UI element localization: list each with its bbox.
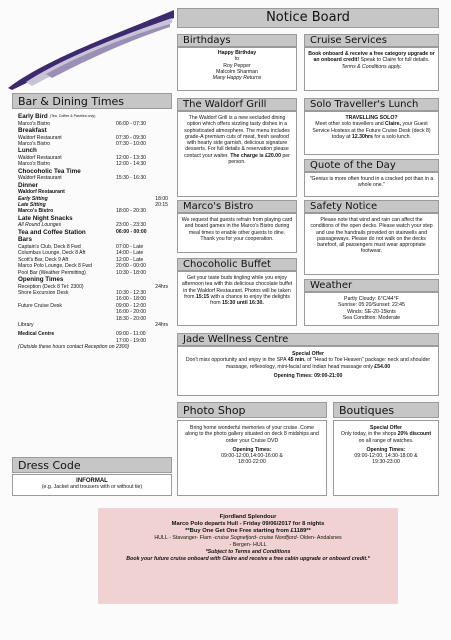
solo-lunch-panel [304, 111, 439, 155]
weather-line: Sunrise: 05:20/Sunset: 22:45 [338, 302, 405, 309]
dress-code-value: INFORMAL [76, 478, 108, 484]
schedule-time: 07:30 - 09:30 [116, 134, 147, 141]
birthday-greeting: Happy Birthday [217, 50, 257, 56]
schedule-heading-label: Lunch [18, 147, 37, 155]
schedule-venue: Captain's Club, Deck 8 Fwd [18, 244, 81, 251]
jade-wellness-opening: Opening Times: 09:00-21:00 [273, 372, 343, 379]
schedule-venue: Medical Centre [18, 331, 55, 338]
schedule-venue: Shore Excursion Desk [18, 289, 69, 296]
promo-cta: Book your future cruise onboard with Claire and receive a free cabin upgrade or onboard credit.* [126, 556, 370, 562]
schedule-time: 06:00 - 00:00 [116, 228, 147, 235]
schedule-time [129, 344, 172, 350]
schedule-venue: Waldorf Restaurant [18, 134, 62, 141]
schedule-heading-label: Tea and Coffee Station [18, 228, 86, 236]
schedule-venue: Waldorf Restaurant [18, 189, 65, 196]
cruise-services-panel [304, 47, 439, 91]
schedule-heading-label: Chocoholic Tea Time [18, 167, 81, 175]
schedule-venue: Marco's Bistro [18, 120, 51, 127]
birthday-name: Roy Pepper [223, 62, 251, 69]
dress-code-header: Dress Code [12, 457, 172, 473]
photo-shop-times: 18:00-22:00 [238, 459, 266, 466]
promo-terms: *Subject to Terms and Conditions [205, 549, 291, 555]
birthday-name: Malcolm Sharman [216, 68, 258, 75]
chocoholic-text2: with a chance to enjoy the delights from [209, 293, 290, 307]
chocoholic-photo-time: 15:15 [195, 293, 210, 300]
promo-title: Fjordland Splendour [219, 514, 277, 520]
cruise-services-header: Cruise Services [304, 34, 439, 47]
schedule-venue: Future Cruise Desk [18, 302, 62, 309]
schedule-time: 23:00 - 23:30 [116, 222, 147, 229]
waldorf-grill-header: The Waldorf Grill [177, 98, 297, 111]
marcos-bistro-panel [177, 213, 297, 253]
schedule-venue: Marco's Bistro [18, 140, 51, 147]
schedule-heading-label: Dinner [18, 181, 38, 189]
waldorf-grill-charge: The charge is £20.00 [230, 152, 281, 159]
schedule-time: 24hrs [155, 321, 168, 328]
schedule-venue: Scott's Bar, Deck 9 Aft [18, 256, 69, 263]
schedule-row [18, 344, 168, 350]
jade-wellness-text: Don't miss opportunity and enjoy in the SPA [185, 357, 288, 364]
chocoholic-text: Get your taste buds tingling while you enjoy afternoon tea with this delicious chocolate buffet in the Waldorf Restaurant. Photos will be taken from [181, 275, 293, 300]
schedule-venue: Marco's Bistro [18, 161, 51, 168]
quote-header: Quote of the Day [304, 159, 439, 172]
schedule-time: 07:30 - 10:00 [116, 140, 147, 147]
schedule-time: 10:30 - 18:00 [116, 269, 147, 276]
cruise-services-offer: Book onboard & receive a free category upgrade or an onboard credit! [308, 51, 435, 64]
boutiques-discount: 20% discount [397, 431, 432, 438]
cruise-line-logo [6, 4, 176, 90]
bar-dining-panel [12, 111, 172, 511]
schedule-time: 17:00 - 19:00 [116, 337, 147, 344]
promo-itinerary-return: - Bergen- HULL [229, 542, 267, 548]
schedule-time: 12:00 - 14:30 [116, 161, 147, 168]
schedule-time: 09:00 - 11:00 [116, 331, 146, 338]
jade-wellness-minutes: 45 min. [287, 357, 306, 364]
schedule-heading [18, 229, 168, 237]
weather-line: Sea Condition: Moderate [342, 314, 401, 321]
solo-lunch-heading: TRAVELLING SOLO? [345, 115, 398, 121]
safety-header: Safety Notice [304, 200, 439, 213]
schedule-heading [18, 113, 168, 121]
schedule-venue: Columbus Lounge, Deck 8 Aft [18, 250, 86, 257]
birthdays-panel [177, 47, 297, 91]
schedule-venue: Pool Bar (Weather Permitting) [18, 269, 86, 276]
chocoholic-time: 15:30 until 16:30. [222, 300, 264, 307]
schedule-venue: Waldorf Restaurant [18, 154, 62, 161]
schedule-time: 18:00 [155, 195, 168, 202]
promo-itinerary [98, 535, 398, 542]
jade-wellness-header: Jade Wellness Centre [177, 333, 439, 346]
waldorf-grill-tail: per person. [228, 152, 290, 166]
jade-wellness-price: £54.00 [374, 363, 391, 370]
safety-text: Please note that wind and rain can affect the conditions of the open decks. Please watch your step and use the handrails provided on stairwells and passageways. Please do not walk on the decks barefoot, all passengers must wear appropriate footwear. [310, 217, 433, 255]
quote-text: "Genius is more often found in a cracked pot than in a whole one." [309, 176, 434, 189]
solo-lunch-text2: your Guest Service Hostess at the Future Cruise Desk (deck 8) today at [312, 121, 431, 140]
schedule-time: 14:00 - Late [116, 250, 144, 257]
marcos-bistro-header: Marco's Bistro [177, 200, 297, 213]
waldorf-grill-panel [177, 111, 297, 197]
schedule-heading [18, 147, 168, 155]
promo-offer: **Buy One Get One Free starting from £1189** [185, 528, 311, 534]
schedule-venue: (Outside these hours contact Reception on 2300) [18, 344, 129, 351]
schedule-time: 18:30 - 20:00 [116, 315, 147, 322]
boutiques-times: 09:00-12:00, 14:30-18:00 & [354, 453, 418, 460]
schedule-time: 09:00 - 12:00 [116, 302, 147, 309]
schedule-heading [18, 127, 168, 135]
schedule-venue: Marco's Bistro [18, 208, 54, 215]
birthday-wishes: Many Happy Returns [212, 75, 262, 82]
photo-shop-times: 09:00-12:00,14:00-16:00 & [221, 453, 283, 460]
schedule-heading-label: Late Night Snacks [18, 214, 73, 222]
solo-lunch-text3: for a solo lunch. [372, 133, 412, 140]
schedule-time: 18:00 - 20:30 [116, 208, 147, 215]
promo-itinerary-end: - Olden- Andalsnes [296, 535, 342, 541]
boutiques-text2: on all range of watches. [358, 437, 414, 444]
promo-departure: Marco Polo departs Hull - Friday 09/06/2017 for 8 nights [171, 521, 325, 527]
boutiques-times: 19:30-23:00 [372, 459, 400, 466]
schedule-venue: Marco Polo Lounge, Deck 8 Fwd [18, 263, 92, 270]
solo-lunch-host: Claire, [385, 121, 401, 128]
jade-wellness-text2: of "Head to Toe Heaven" package: neck and shoulder massage, reflexology, mini-facial and Indian head massage only [225, 357, 431, 370]
jade-wellness-panel [177, 346, 439, 396]
schedule-time: 10:30 - 12:30 [116, 289, 147, 296]
schedule-heading-label: Bars [18, 236, 33, 244]
boutiques-opening-label: Opening Times: [366, 446, 406, 453]
schedule-heading-label: Opening Times [18, 276, 64, 283]
dress-code-note: (e.g. Jacket and trousers with or without tie) [41, 484, 143, 491]
schedule-venue: Library [18, 321, 34, 328]
weather-line: Winds: SE-20-15knts [347, 308, 396, 315]
schedule-time: 20:15 [155, 202, 168, 209]
birthday-to: to [234, 56, 240, 63]
notice-board-header: Notice Board [177, 8, 439, 28]
safety-panel [304, 213, 439, 275]
bar-dining-header: Bar & Dining Times [12, 93, 172, 109]
solo-lunch-text: Meet other solo travellers and [315, 121, 386, 128]
schedule-heading [18, 276, 168, 284]
schedule-heading-label: Early Bird [18, 113, 48, 120]
marcos-bistro-text: We request that guests refrain from playing card and board games in the Marco's Bistro during meal times to enable other guests to dine. Thank you for your cooperation. [181, 217, 293, 242]
solo-lunch-header: Solo Traveller's Lunch [304, 98, 439, 111]
weather-panel [304, 292, 439, 326]
jade-wellness-offer: Special Offer [291, 351, 324, 357]
waldorf-grill-text: The Waldorf Grill is a new secluded dining option which offers sizzling tasty dishes in a sophisticated atmosphere. The menu includes grade-A premium cuts of meat, fresh seafood with hearty side garnish, delicious signature desserts. For full details & reservation please contact your waiter. [184, 115, 290, 159]
schedule-time: 16:00 - 20:00 [116, 309, 147, 316]
schedule-time: 16:00 - 18:00 [116, 296, 147, 303]
schedule-venue: Late Sitting [18, 202, 46, 209]
schedule-heading [18, 236, 168, 244]
schedule-time: 06:00 - 07:30 [116, 120, 147, 127]
promo-itinerary-cruise: -cruise Sognefjord- cruise Nordfjord [213, 535, 297, 541]
weather-header: Weather [304, 279, 439, 292]
boutiques-offer: Special Offer [369, 425, 402, 431]
schedule-venue: Waldorf Restaurant [18, 175, 62, 182]
schedule-note: (Tea, Coffee & Pastries only) [49, 114, 96, 118]
promo-itinerary-start: HULL - Stavanger- Flam [154, 535, 213, 541]
schedule-time: 24hrs [155, 283, 168, 290]
schedule-venue: Reception (Deck 8 Tel: 2300) [18, 283, 84, 290]
birthdays-header: Birthdays [177, 34, 297, 47]
schedule-time: 12:00 - 13:30 [116, 154, 147, 161]
dress-code-panel [12, 474, 172, 496]
schedule-venue: All Round Lounges [18, 222, 62, 229]
photo-shop-opening-label: Opening Times: [232, 446, 272, 453]
weather-line: Partly Cloudy: 6°C/44°F [344, 296, 399, 302]
photo-shop-header: Photo Shop [177, 402, 327, 418]
schedule-time: 07:00 - Late [116, 244, 144, 251]
cruise-services-terms: Terms & Conditions apply. [341, 63, 402, 70]
quote-panel [304, 172, 439, 197]
schedule-heading [18, 182, 168, 190]
chocoholic-panel [177, 271, 297, 326]
schedule-venue: Early Sitting [18, 195, 48, 202]
schedule-heading [18, 215, 168, 223]
photo-shop-panel [177, 420, 327, 496]
boutiques-panel [333, 420, 439, 496]
schedule-heading-label: Breakfast [18, 126, 47, 134]
schedule-time: 12:00 - Late [116, 256, 144, 263]
cruise-services-text: Speak to Claire for full details. [359, 57, 430, 64]
boutiques-header: Boutiques [333, 402, 439, 418]
schedule-time: 15:30 - 16:30 [116, 175, 147, 182]
chocoholic-header: Chocoholic Buffet [177, 258, 297, 271]
boutiques-text: Only today, in the shops [340, 431, 398, 438]
schedule-heading [18, 168, 168, 176]
solo-lunch-time: 12.30hrs [351, 133, 373, 140]
schedule-time: 20:00 - 00:00 [116, 263, 147, 270]
photo-shop-text: Bring home wonderful memories of your cruise. Come along to the photo gallery situated on deck 8 midships and order your Cruise DVD [185, 425, 319, 444]
promo-footer [98, 508, 398, 604]
